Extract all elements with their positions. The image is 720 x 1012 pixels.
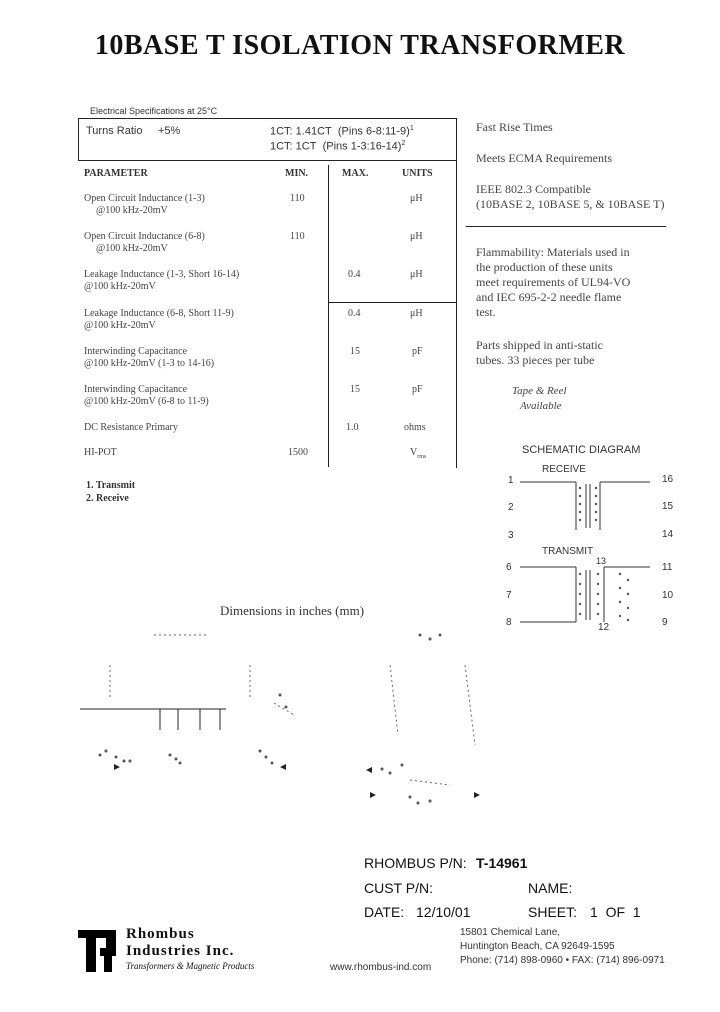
schematic-transmit-label: TRANSMIT: [542, 546, 594, 557]
schematic-receive-label: RECEIVE: [542, 464, 586, 475]
phone-fax: Phone: (714) 898-0960 • FAX: (714) 896-0971: [460, 955, 665, 966]
header-units: UNITS: [402, 168, 433, 179]
header-max: MAX.: [342, 168, 369, 179]
pin-6: 6: [506, 562, 512, 573]
schematic-title: SCHEMATIC DIAGRAM: [522, 444, 641, 456]
packaging-line: Parts shipped in anti-static: [476, 338, 603, 352]
pin-14: 14: [662, 529, 674, 540]
param-max: 0.4: [348, 308, 361, 319]
flammability-line: and IEC 695-2-2 needle flame: [476, 290, 622, 304]
param-units: pF: [412, 384, 423, 395]
spec-left-rule: [78, 118, 79, 160]
pin-13: 13: [596, 556, 607, 566]
param-condition: @100 kHz-20mV: [84, 320, 156, 331]
company-name-line-2: Industries Inc.: [126, 943, 235, 959]
dimensions-drawing: [80, 625, 480, 825]
turns-ratio-label: Turns Ratio: [86, 125, 143, 137]
spec-mid-rule: [78, 160, 456, 161]
param-name: Interwinding Capacitance: [84, 346, 188, 357]
name-label: NAME:: [528, 880, 573, 896]
param-min: 110: [290, 193, 305, 204]
company-tagline: Transformers & Magnetic Products: [126, 961, 255, 971]
rhombus-pn-value: T-14961: [476, 855, 528, 871]
param-name: Open Circuit Inductance (1-3): [84, 193, 205, 204]
param-max: 0.4: [348, 269, 361, 280]
param-name: Leakage Inductance (1-3, Short 16-14): [84, 269, 240, 280]
pin-10: 10: [662, 590, 674, 601]
param-units: ohms: [404, 422, 426, 433]
flammability-line: meet requirements of UL94-VO: [476, 275, 631, 289]
feature-10base: (10BASE 2, 10BASE 5, & 10BASE T): [476, 197, 665, 211]
address-line-2: Huntington Beach, CA 92649-1595: [460, 941, 615, 952]
param-condition: @100 kHz-20mV (1-3 to 14-16): [84, 358, 215, 369]
tape-reel-line: Tape & Reel: [512, 385, 567, 397]
param-units: μH: [410, 269, 423, 280]
param-name: Interwinding Capacitance: [84, 384, 188, 395]
sheet-value: 1 OF 1: [590, 904, 641, 920]
turns-ratio-line-2: 1CT: 1CT (Pins 1-3:16-14)$^2$: [270, 140, 406, 153]
param-units: μH: [410, 308, 423, 319]
right-rule: [466, 226, 666, 227]
pin-2: 2: [508, 502, 514, 513]
pin-3: 3: [508, 530, 514, 541]
dimensions-title: Dimensions in inches (mm): [220, 603, 365, 618]
date-label: DATE:: [364, 904, 405, 920]
param-name: Open Circuit Inductance (6-8): [84, 231, 205, 242]
company-name-line-1: Rhombus: [126, 926, 195, 942]
rhombus-pn-label: RHOMBUS P/N:: [364, 855, 467, 871]
spec-caption: Electrical Specifications at 25°C: [90, 106, 218, 116]
turns-ratio-line-1: 1CT: 1.41CT (Pins 6-8:11-9)$^1$: [270, 125, 414, 138]
pin-1: 1: [508, 475, 514, 486]
feature-ieee: IEEE 802.3 Compatible: [476, 182, 591, 196]
pin-16: 16: [662, 474, 674, 485]
param-min: 1500: [288, 447, 308, 458]
company-website[interactable]: www.rhombus-ind.com: [330, 962, 432, 973]
packaging-line: tubes. 33 pieces per tube: [476, 353, 595, 367]
feature-rise-times: Fast Rise Times: [476, 120, 553, 134]
param-condition: @100 kHz-20mV: [96, 205, 168, 216]
flammability-line: Flammability: Materials used in: [476, 245, 630, 259]
spec-col-rule: [328, 165, 329, 467]
flammability-line: test.: [476, 305, 496, 319]
param-min: 110: [290, 231, 305, 242]
header-parameter: PARAMETER: [84, 168, 148, 179]
param-units: pF: [412, 346, 423, 357]
pin-11: 11: [662, 562, 673, 573]
param-name: Leakage Inductance (6-8, Short 11-9): [84, 308, 234, 319]
cust-pn-label: CUST P/N:: [364, 880, 433, 896]
note-transmit: 1. Transmit: [86, 480, 136, 491]
header-min: MIN.: [285, 168, 309, 179]
tape-reel-line: Available: [520, 400, 562, 412]
turns-ratio-tolerance: +5%: [158, 125, 181, 137]
document-title: 10BASE T ISOLATION TRANSFORMER: [94, 30, 626, 61]
pin-15: 15: [662, 501, 674, 512]
rhombus-logo-icon: [76, 924, 120, 976]
param-max: 15: [350, 346, 360, 357]
param-name: HI-POT: [84, 447, 117, 458]
flammability-line: the production of these units: [476, 260, 613, 274]
param-condition: @100 kHz-20mV: [84, 281, 156, 292]
param-condition: @100 kHz-20mV (6-8 to 11-9): [84, 396, 209, 407]
param-units: $V_{rms}$: [410, 447, 427, 460]
spec-top-rule: [78, 118, 456, 119]
note-receive: 2. Receive: [86, 493, 129, 504]
param-units: μH: [410, 193, 423, 204]
schematic-diagram: [500, 470, 700, 640]
param-max: 1.0: [346, 422, 359, 433]
spec-right-rule: [456, 118, 457, 468]
sheet-label: SHEET:: [528, 904, 578, 920]
spec-inner-rule: [328, 302, 456, 303]
address-line-1: 15801 Chemical Lane,: [460, 927, 561, 938]
param-condition: @100 kHz-20mV: [96, 243, 168, 254]
date-value: 12/10/01: [416, 904, 471, 920]
pin-9: 9: [662, 617, 668, 628]
param-units: μH: [410, 231, 423, 242]
pin-7: 7: [506, 590, 512, 601]
pin-12: 12: [598, 622, 610, 633]
feature-ecma: Meets ECMA Requirements: [476, 151, 612, 165]
param-name: DC Resistance Primary: [84, 422, 178, 433]
pin-8: 8: [506, 617, 512, 628]
param-max: 15: [350, 384, 360, 395]
